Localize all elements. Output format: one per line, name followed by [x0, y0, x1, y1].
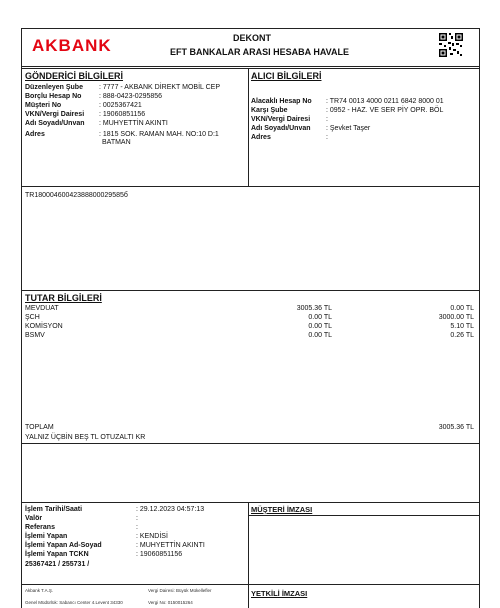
- sender-label: Adres: [25, 131, 45, 138]
- akbank-logo: AKBANK: [32, 36, 112, 55]
- signature-column-divider: [248, 502, 249, 608]
- document-title: DEKONT: [233, 33, 271, 43]
- sender-label: Borçlu Hesap No: [25, 93, 82, 100]
- amounts-top-divider: [21, 290, 479, 291]
- transaction-value: : MUHYETTİN AKINTI: [136, 542, 205, 549]
- transaction-label: İşlemi Yapan: [25, 533, 68, 540]
- receiver-value: : 0952 - HAZ. VE SER PİY OPR. BÖL: [326, 107, 444, 114]
- transaction-id-line: 25367421 / 255731 /: [25, 561, 90, 568]
- transaction-label: Referans: [25, 524, 55, 531]
- amount-label: BSMV: [25, 332, 45, 339]
- footer-tax-office: Vergi Dairesi: Büyük Mükellefler: [148, 588, 212, 593]
- info-divider: [21, 68, 479, 69]
- transaction-top-divider: [21, 502, 479, 503]
- frame-top: [21, 28, 479, 29]
- transaction-value: : KENDİSİ: [136, 533, 168, 540]
- footer-company: Akbank T.A.Ş.: [25, 588, 54, 593]
- sender-value: : 7777 - AKBANK DİREKT MOBİL CEP: [99, 84, 220, 91]
- transaction-value: :: [136, 524, 138, 531]
- sender-value: : MUHYETTİN AKINTI: [99, 120, 168, 127]
- qr-code-icon: [438, 32, 464, 58]
- amount-col1: 0.00 TL: [308, 332, 332, 339]
- frame-right: [479, 28, 480, 608]
- transaction-label: İşlemi Yapan Ad-Soyad: [25, 542, 102, 549]
- total-label: TOPLAM: [25, 424, 54, 431]
- transaction-value: : 29.12.2023 04:57:13: [136, 506, 205, 513]
- amount-col1: 0.00 TL: [308, 323, 332, 330]
- customer-signature-divider: [248, 515, 479, 516]
- sender-label: Müşteri No: [25, 102, 62, 109]
- total-words-divider: [21, 443, 479, 444]
- transaction-value: :: [136, 515, 138, 522]
- sender-value: : 1815 SOK. RAMAN MAH. NO:10 D:1: [99, 131, 219, 138]
- sender-label: VKN/Vergi Dairesi: [25, 111, 85, 118]
- receiver-label: Alacaklı Hesap No: [251, 98, 312, 105]
- receiver-value: :: [326, 116, 328, 123]
- amount-col1: 0.00 TL: [308, 314, 332, 321]
- footer-tax-number: Vergi No: 0150015264: [148, 600, 193, 605]
- frame-left: [21, 28, 22, 608]
- receiver-label: Adı Soyadı/Unvan: [251, 125, 311, 132]
- sender-label: Adı Soyadı/Unvan: [25, 120, 85, 127]
- amount-col2: 0.26 TL: [450, 332, 474, 339]
- receiver-section-title: ALICI BİLGİLERİ: [251, 71, 322, 81]
- total-value: 3005.36 TL: [438, 424, 474, 431]
- amount-col2: 0.00 TL: [450, 305, 474, 312]
- amount-col2: 3000.00 TL: [438, 314, 474, 321]
- total-in-words: YALNIZ ÜÇBİN BEŞ TL OTUZALTI KR: [25, 434, 146, 441]
- sender-section-title: GÖNDERİCİ BİLGİLERİ: [25, 71, 124, 81]
- authorized-signature-title: YETKİLİ İMZASI: [251, 589, 308, 598]
- amount-col2: 5.10 TL: [450, 323, 474, 330]
- transaction-value: : 19060851156: [136, 551, 183, 558]
- sender-value: : 0025367421: [99, 102, 142, 109]
- header-divider: [21, 66, 479, 67]
- receiver-label: Karşı Şube: [251, 107, 288, 114]
- sender-value: : 888-0423-0295856: [99, 93, 163, 100]
- footer-divider: [21, 584, 479, 585]
- receiver-value: :: [326, 134, 328, 141]
- amount-label: KOMİSYON: [25, 323, 63, 330]
- amount-label: ŞCH: [25, 314, 40, 321]
- amount-col1: 3005.36 TL: [296, 305, 332, 312]
- transaction-label: İşlem Tarihi/Saati: [25, 506, 83, 513]
- amounts-section-title: TUTAR BİLGİLERİ: [25, 293, 102, 303]
- transaction-label: İşlemi Yapan TCKN: [25, 551, 89, 558]
- receiver-value: : TR74 0013 4000 0211 6842 8000 01: [326, 98, 444, 105]
- info-column-divider: [248, 68, 249, 186]
- footer-headquarters: Genel Müdürlük: Sabancı Center 4.Levent 34330: [25, 600, 123, 605]
- sender-value: : 19060851156: [99, 111, 146, 118]
- transaction-label: Valör: [25, 515, 43, 522]
- receiver-label: VKN/Vergi Dairesi: [251, 116, 311, 123]
- amount-label: MEVDUAT: [25, 305, 59, 312]
- sender-label: Düzenleyen Şube: [25, 84, 83, 91]
- info-bottom-divider: [21, 186, 479, 187]
- customer-signature-title: MÜŞTERİ İMZASI: [251, 505, 313, 514]
- sender-address-line2: BATMAN: [102, 139, 131, 146]
- receiver-value: : Şevket Taşer: [326, 125, 371, 132]
- document-subtitle: EFT BANKALAR ARASI HESABA HAVALE: [170, 47, 349, 57]
- receiver-label: Adres: [251, 134, 271, 141]
- reference-code: TR18000460042388800029585б: [25, 192, 128, 199]
